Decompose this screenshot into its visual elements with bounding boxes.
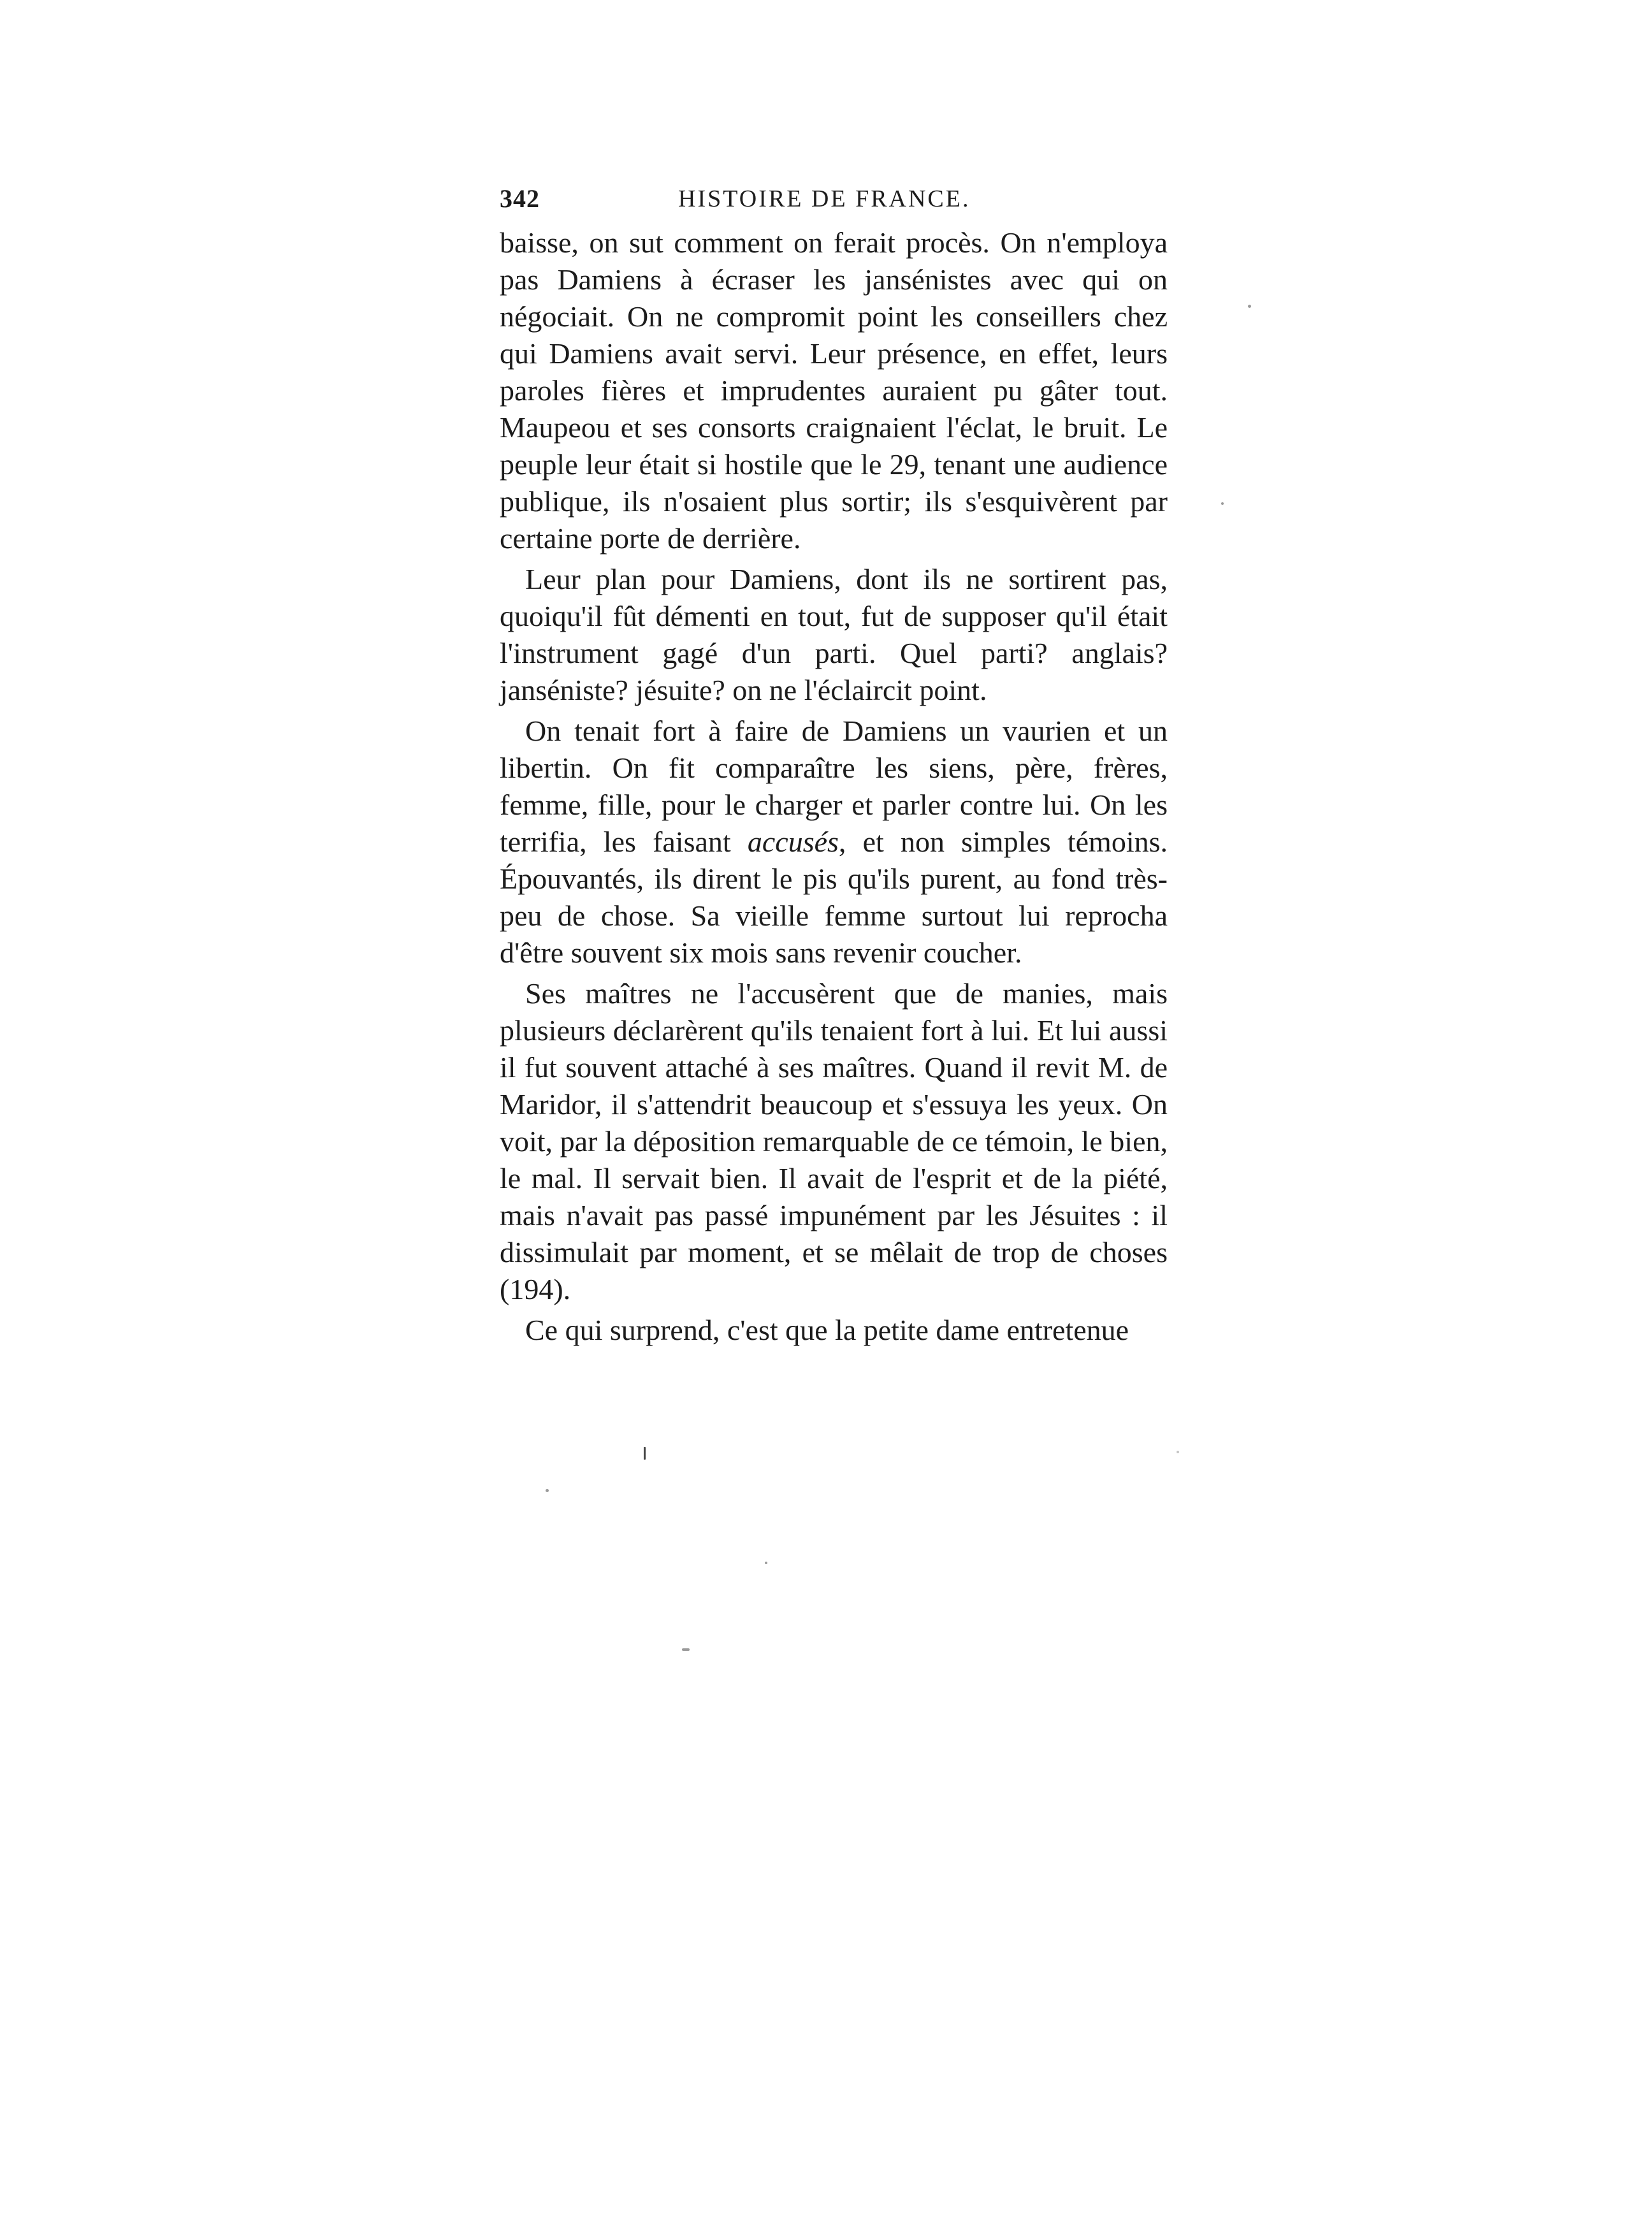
- italic-word: accusés: [747, 825, 839, 858]
- paragraph-3-after: , et non simples témoins. Épouvantés, ils dirent le pis qu'ils purent, au fond très-peu de chose. Sa vieille femme surtout lui reprocha d'être souvent six mois sans revenir coucher.: [500, 825, 1168, 969]
- page-number: 342: [500, 184, 540, 213]
- running-title: HISTOIRE DE FRANCE.: [678, 185, 971, 212]
- scan-speck: [1221, 502, 1224, 505]
- scan-speck: [644, 1447, 646, 1460]
- scan-speck: [1177, 1451, 1179, 1453]
- paragraph-3: [500, 713, 1168, 971]
- scan-speck: [1248, 305, 1251, 308]
- page-header: [500, 178, 1168, 217]
- paragraph-1: baisse, on sut comment on ferait procès. On n'employa pas Damiens à écraser les jansénistes avec qui on négociait. On ne compromit point les conseillers chez qui Damiens avait servi. Leur présence, en effet, leurs paroles fières et imprudentes auraient pu gâter tout. Maupeou et ses consorts craignaient l'éclat, le bruit. Le peuple leur était si hostile que le 29, tenant une audience publique, ils n'osaient plus sortir; ils s'esquivèrent par certaine porte de derrière.: [500, 226, 1168, 555]
- paragraph-4: Ses maîtres ne l'accusèrent que de manies, mais plusieurs déclarèrent qu'ils tenaient fort à lui. Et lui aussi il fut souvent attaché à ses maîtres. Quand il revit M. de Maridor, il s'attendrit beaucoup et s'essuya les yeux. On voit, par la déposition remarquable de ce témoin, le bien, le mal. Il servait bien. Il avait de l'esprit et de la piété, mais n'avait pas passé impunément par les Jésuites : il dissimulait par moment, et se mêlait de trop de choses (194).: [500, 977, 1168, 1305]
- paragraph-5: Ce qui surprend, c'est que la petite dame entretenue: [525, 1314, 1129, 1346]
- scan-speck: [546, 1489, 549, 1492]
- scan-speck: [765, 1562, 767, 1564]
- scan-speck: [682, 1648, 690, 1651]
- paragraph-3-before: On tenait fort à faire de Damiens un vaurien et un libertin. On fit comparaître les siens, père, frères, femme, fille, pour le charger et parler contre lui. On les terrifia, les faisant: [500, 715, 1168, 858]
- paragraph-2: Leur plan pour Damiens, dont ils ne sortirent pas, quoiqu'il fût démenti en tout, fut de supposer qu'il était l'instrument gagé d'un parti. Quel parti? anglais? janséniste? jésuite? on ne l'éclaircit point.: [500, 563, 1168, 706]
- body-text: [500, 224, 1168, 1349]
